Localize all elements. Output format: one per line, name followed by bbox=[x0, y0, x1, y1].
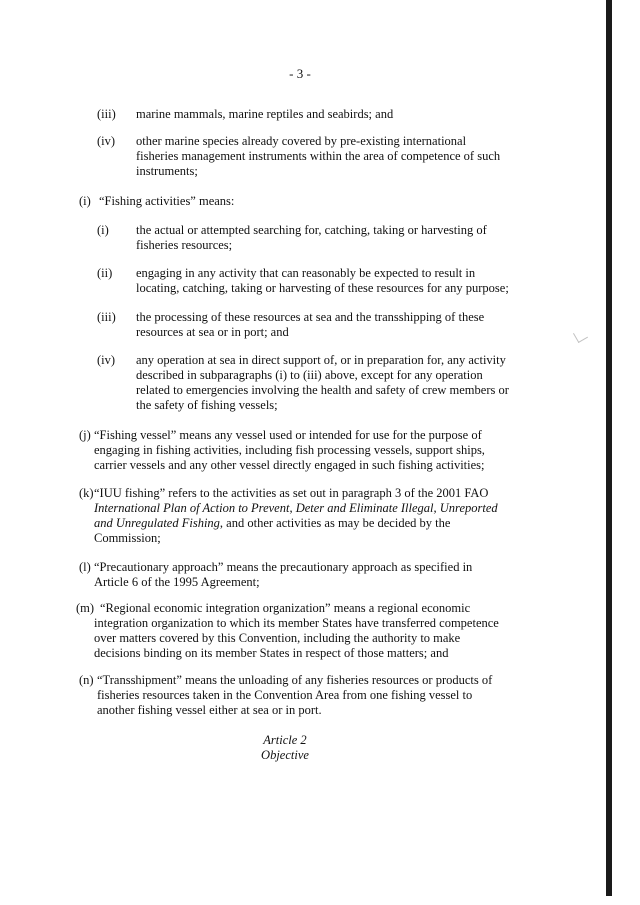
text-line: “Transshipment” means the unloading of any fisheries resources or products of bbox=[97, 673, 493, 687]
text-line: other marine species already covered by pre-existing international bbox=[136, 134, 467, 148]
text-line: the actual or attempted searching for, catching, taking or harvesting of bbox=[136, 223, 487, 237]
item-marker: (i) bbox=[79, 194, 91, 208]
item-text bbox=[136, 310, 516, 340]
text-line: carrier vessels and any other vessel directly engaged in such fishing activities; bbox=[94, 458, 485, 472]
text-line: described in subparagraphs (i) to (iii) above, except for any operation bbox=[136, 368, 483, 382]
italic-title: and Unregulated Fishing bbox=[94, 516, 220, 530]
item-text bbox=[94, 601, 520, 661]
item-text bbox=[94, 560, 534, 590]
text-line: fisheries management instruments within the area of competence of such bbox=[136, 149, 501, 163]
scan-edge-bar bbox=[606, 0, 612, 896]
text-line: marine mammals, marine reptiles and seabirds; and bbox=[136, 107, 394, 121]
text-line: Article 6 of the 1995 Agreement; bbox=[94, 575, 260, 589]
text-run: , and other activities as may be decided by the bbox=[219, 516, 451, 530]
text-line: another fishing vessel either at sea or in port. bbox=[97, 703, 322, 717]
item-marker: (iii) bbox=[97, 310, 116, 324]
text-line bbox=[94, 516, 534, 531]
text-line: any operation at sea in direct support of, or in preparation for, any activity bbox=[136, 353, 506, 367]
text-line: resources at sea or in port; and bbox=[136, 325, 289, 339]
item-text bbox=[136, 107, 516, 122]
item-marker: (n) bbox=[79, 673, 94, 687]
text-line bbox=[94, 501, 534, 516]
article-title: Objective bbox=[261, 748, 309, 762]
item-marker: (iv) bbox=[97, 353, 116, 367]
item-text bbox=[99, 194, 539, 209]
item-text bbox=[97, 673, 537, 718]
item-text bbox=[136, 353, 516, 413]
article-heading bbox=[0, 733, 570, 763]
text-line: “Fishing vessel” means any vessel used or intended for use for the purpose of bbox=[94, 428, 482, 442]
page-number: - 3 - bbox=[289, 66, 311, 81]
item-text bbox=[136, 134, 516, 179]
text-line: “Fishing activities” means: bbox=[99, 194, 235, 208]
text-line: fisheries resources; bbox=[136, 238, 233, 252]
text-line: the safety of fishing vessels; bbox=[136, 398, 278, 412]
text-line: instruments; bbox=[136, 164, 198, 178]
item-marker: (l) bbox=[79, 560, 91, 574]
text-line: decisions binding on its member States in respect of those matters; and bbox=[94, 646, 449, 660]
article-number: Article 2 bbox=[263, 733, 307, 747]
item-text bbox=[136, 223, 516, 253]
text-line: over matters covered by this Convention, including the authority to make bbox=[94, 631, 461, 645]
text-line: related to emergencies involving the health and safety of crew members or bbox=[136, 383, 509, 397]
text-line: “Precautionary approach” means the precautionary approach as specified in bbox=[94, 560, 473, 574]
text-line: fisheries resources taken in the Convention Area from one fishing vessel to bbox=[97, 688, 473, 702]
item-marker: (j) bbox=[79, 428, 91, 442]
italic-title: International Plan of Action to Prevent, Deter and Eliminate Illegal, Unreported bbox=[94, 501, 498, 515]
item-text bbox=[94, 486, 534, 546]
item-marker: (m) bbox=[76, 601, 95, 615]
item-marker: (i) bbox=[97, 223, 109, 237]
item-marker: (k) bbox=[79, 486, 94, 500]
text-line: “IUU fishing” refers to the activities as set out in paragraph 3 of the 2001 FAO bbox=[94, 486, 489, 500]
text-line: engaging in fishing activities, including fish processing vessels, support ships, bbox=[94, 443, 485, 457]
scan-artifact-mark bbox=[573, 328, 588, 343]
text-line: Commission; bbox=[94, 531, 161, 545]
text-line: integration organization to which its member States have transferred competence bbox=[94, 616, 499, 630]
text-line: “Regional economic integration organization” means a regional economic bbox=[100, 601, 471, 615]
text-line: locating, catching, taking or harvesting of these resources for any purpose; bbox=[136, 281, 509, 295]
item-marker: (iv) bbox=[97, 134, 116, 148]
text-line: the processing of these resources at sea and the transshipping of these bbox=[136, 310, 485, 324]
item-text bbox=[136, 266, 516, 296]
item-text bbox=[94, 428, 534, 473]
item-marker: (ii) bbox=[97, 266, 113, 280]
text-line: engaging in any activity that can reasonably be expected to result in bbox=[136, 266, 476, 280]
item-marker: (iii) bbox=[97, 107, 116, 121]
